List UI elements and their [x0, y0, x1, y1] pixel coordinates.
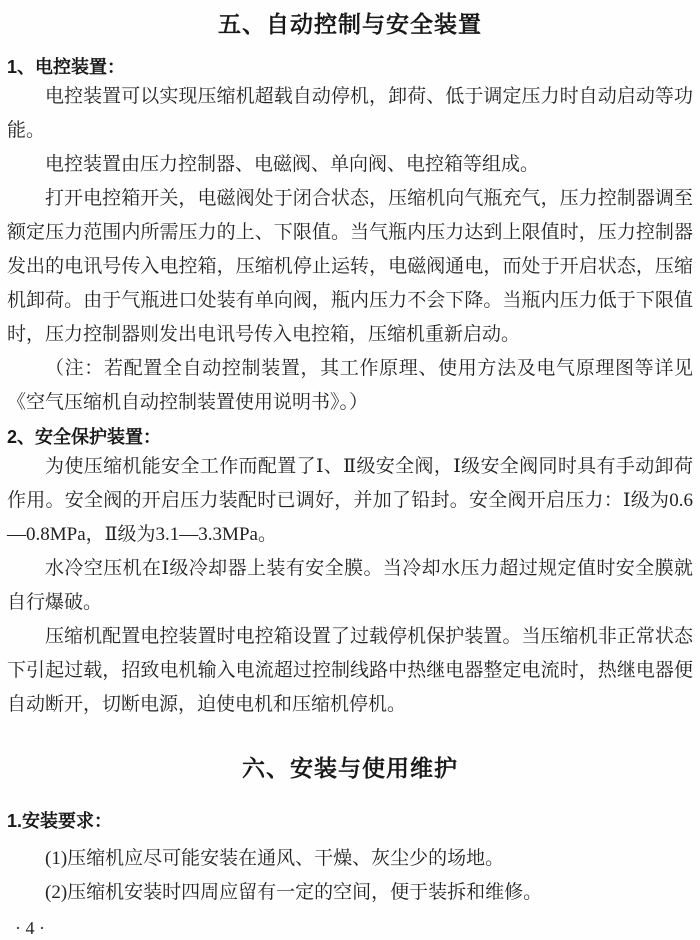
install-requirement-item-2: (2)压缩机安装时四周应留有一定的空间，便于装拆和维修。: [45, 882, 543, 903]
paragraph-overload-protection: 压缩机配置电控装置时电控箱设置了过载停机保护装置。当压缩机非正常状态下引起过载，招致电机输入电流超过控制线路中热继电器整定电流时，热继电器便自动断开，切断电源，迫使电机和压缩机停机。: [7, 626, 693, 715]
paragraph-safety-membrane: 水冷空压机在Ⅰ级冷却器上装有安全膜。当冷却水压力超过规定值时安全膜就自行爆破。: [7, 558, 693, 613]
paragraph-electric-control-operation: 打开电控箱开关，电磁阀处于闭合状态，压缩机向气瓶充气，压力控制器调至额定压力范围内所需压力的上、下限值。当气瓶内压力达到上限值时，压力控制器发出的电讯号传入电控箱，压缩机停止运转，电磁阀通电，而处于开启状态，压缩机卸荷。由于气瓶进口处装有单向阀，瓶内压力不会下降。当瓶内压力低于下限值时，压力控制器则发出电讯号传入电控箱，压缩机重新启动。: [7, 188, 693, 345]
paragraph-electric-control-functions: 电控装置可以实现压缩机超载自动停机，卸荷、低于调定压力时自动启动等功能。: [7, 86, 693, 141]
paragraph-electric-control-components: 电控装置由压力控制器、电磁阀、单向阀、电控箱等组成。: [45, 154, 540, 175]
subsection-heading-install-requirements: 1.安装要求：: [7, 811, 113, 831]
subsection-heading-safety-protection: 2、安全保护装置：: [7, 427, 162, 447]
page-number: · 4 ·: [15, 918, 45, 938]
section-title-install-maintenance: 六、安装与使用维护: [242, 755, 458, 781]
paragraph-note-auto-control-manual: （注：若配置全自动控制装置，其工作原理、使用方法及电气原理图等详见《空气压缩机自动控制装置使用说明书》。）: [7, 358, 693, 413]
section-title-auto-control-safety: 五、自动控制与安全装置: [218, 11, 482, 37]
paragraph-safety-valves: 为使压缩机能安全工作而配置了Ⅰ、Ⅱ级安全阀，Ⅰ级安全阀同时具有手动卸荷作用。安全阀的开启压力装配时已调好，并加了铅封。安全阀开启压力：Ⅰ级为0.6—0.8MPa，Ⅱ级为3.1—3.3MPa。: [7, 456, 693, 545]
subsection-heading-electric-control: 1、电控装置：: [7, 57, 126, 77]
install-requirement-item-1: (1)压缩机应尽可能安装在通风、干燥、灰尘少的场地。: [45, 848, 505, 869]
